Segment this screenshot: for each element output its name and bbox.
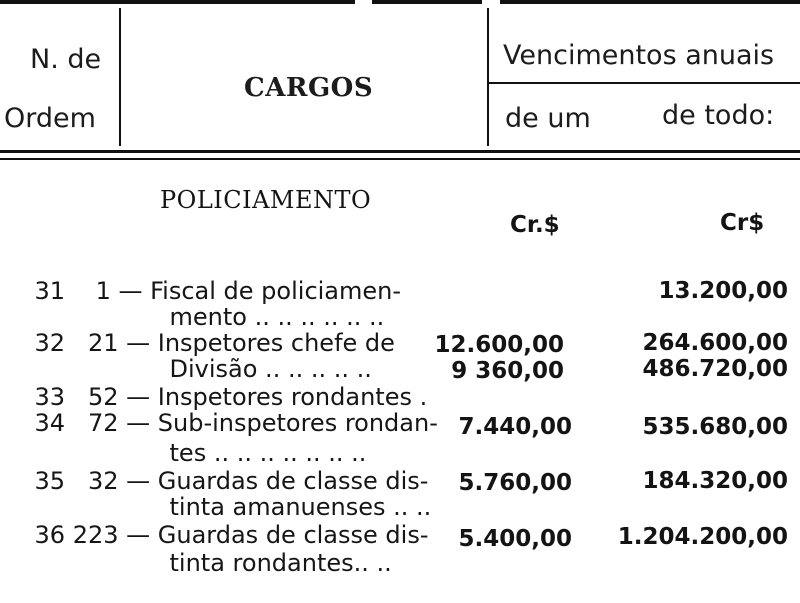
header-de-um: de um xyxy=(505,103,591,134)
row-36-de-todos: 1.204.200,00 xyxy=(617,524,788,550)
currency-de-todos: Cr$ xyxy=(720,210,765,236)
quantity: 223 xyxy=(72,521,119,549)
cargo-line1: Sub-inspetores rondan- xyxy=(157,409,438,437)
row-32: 32 21 — Inspetores chefe de xyxy=(34,329,395,357)
quantity: 21 xyxy=(87,329,119,357)
header-ordem: Ordem xyxy=(4,103,96,134)
cargo-line2: tes .. .. .. .. .. .. .. xyxy=(169,439,367,467)
cargo-line2: tinta rondantes.. .. xyxy=(169,549,392,577)
header-separator-2 xyxy=(487,8,489,146)
row-35-de-todos: 184.320,00 xyxy=(642,468,788,494)
ordem-number: 31 xyxy=(34,277,66,305)
cargo-line2: Divisão .. .. .. .. .. xyxy=(169,355,372,383)
currency-de-um: Cr.$ xyxy=(510,212,560,238)
row-36-cont xyxy=(139,524,392,602)
row-32-de-um: 12.600,00 xyxy=(434,332,564,358)
quantity: 72 xyxy=(87,409,119,437)
header-double-rule-1 xyxy=(0,150,800,153)
cargo-line1: Fiscal de policiamen- xyxy=(150,277,402,305)
section-title: POLICIAMENTO xyxy=(160,186,372,214)
cargo-line2: mento .. .. .. .. .. .. xyxy=(169,303,385,331)
cargo-line1: Inspetores rondantes . xyxy=(157,383,428,411)
top-rule-mid xyxy=(372,0,482,4)
row-36: 36 223 — Guardas de classe dis- xyxy=(34,521,429,549)
quantity: 32 xyxy=(87,467,119,495)
cargo-line2: tinta amanuenses .. .. xyxy=(169,493,432,521)
ordem-number: 36 xyxy=(34,521,66,549)
row-33: 33 52 — Inspetores rondantes . xyxy=(34,383,428,411)
header-cargos: CARGOS xyxy=(244,73,374,103)
row-36-de-um: 5.400,00 xyxy=(458,526,572,552)
header-subdivider xyxy=(489,82,800,84)
cargo-line1: Guardas de classe dis- xyxy=(157,521,429,549)
top-rule-right xyxy=(500,0,800,4)
quantity: 52 xyxy=(87,383,119,411)
header-separator-1 xyxy=(119,8,121,146)
row-34-de-um: 7.440,00 xyxy=(458,414,572,440)
cargo-line1: Guardas de classe dis- xyxy=(157,467,429,495)
row-31: 31 1 — Fiscal de policiamen- xyxy=(34,277,402,305)
quantity: 1 xyxy=(95,277,111,305)
ordem-number: 34 xyxy=(34,409,66,437)
row-33-de-todos: 486.720,00 xyxy=(642,356,788,382)
header-double-rule-2 xyxy=(0,158,800,160)
header-n-de: N. de xyxy=(30,44,102,75)
header-vencimentos: Vencimentos anuais xyxy=(503,40,775,71)
row-33-de-um: 9 360,00 xyxy=(451,358,564,384)
row-34-de-todos: 535.680,00 xyxy=(642,414,788,440)
ordem-number: 35 xyxy=(34,467,66,495)
row-35-de-um: 5.760,00 xyxy=(458,470,572,496)
row-34: 34 72 — Sub-inspetores rondan- xyxy=(34,409,438,437)
top-rule-left xyxy=(0,0,355,4)
cargo-line1: Inspetores chefe de xyxy=(157,329,395,357)
row-31-de-todos: 13.200,00 xyxy=(658,278,788,304)
ordem-number: 33 xyxy=(34,383,66,411)
header-de-todos: de todo: xyxy=(662,100,775,131)
row-32-de-todos: 264.600,00 xyxy=(642,330,788,356)
row-35: 35 32 — Guardas de classe dis- xyxy=(34,467,429,495)
ordem-number: 32 xyxy=(34,329,66,357)
